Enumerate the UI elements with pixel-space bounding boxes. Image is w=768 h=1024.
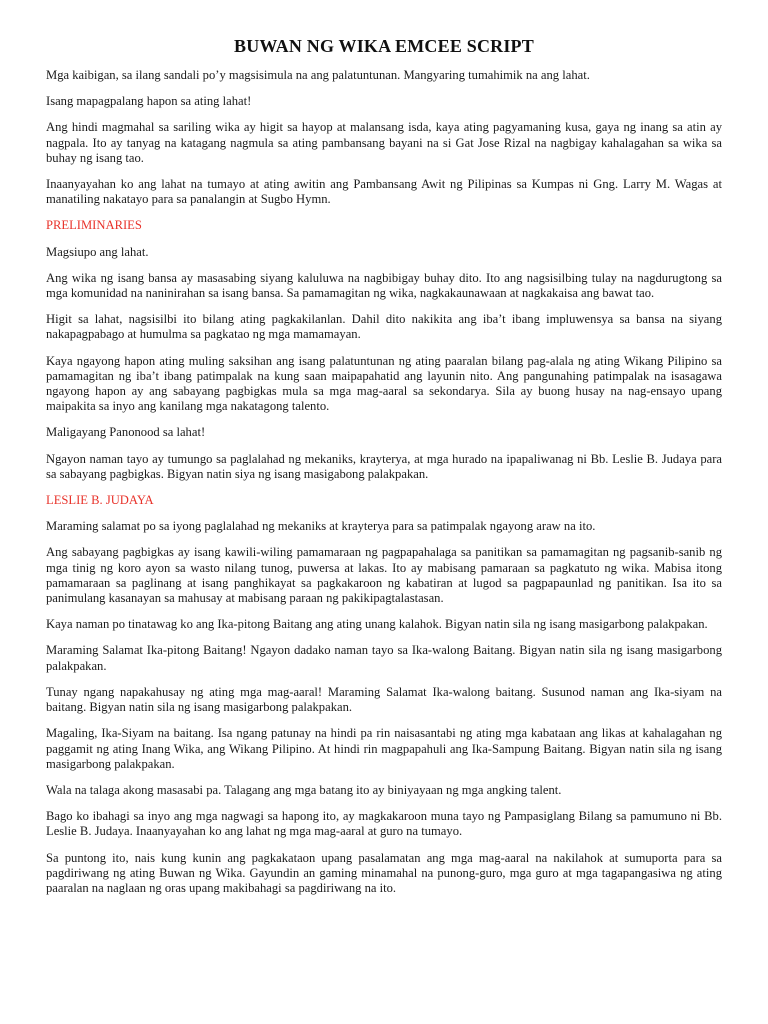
paragraph: Inaanyayahan ko ang lahat na tumayo at ating awitin ang Pambansang Awit ng Pilipinas sa Kumpas ni Gng. Larry M. Wagas at manatiling nakatayo para sa panalangin at Sugbo Hymn. [46,177,722,207]
paragraph: Sa puntong ito, nais kung kunin ang pagkakataon upang pasalamatan ang mga mag-aaral na nakilahok at sumuporta para sa pagdiriwang ng ating Buwan ng Wika. Gayundin an gaming minamahal na punong-guro, mga guro at mga tagapangasiwa ng ating paaralan na naglaan ng oras upang makibahagi sa pagdiriwang na ito. [46,850,722,895]
document-body [46,68,722,896]
paragraph: Maraming salamat po sa iyong paglalahad ng mekaniks at krayterya para sa patimpalak ngayong araw na ito. [46,519,596,534]
document-title: BUWAN NG WIKA EMCEE SCRIPT [234,36,534,56]
paragraph: Kaya ngayong hapon ating muling saksihan ang isang palatuntunan ng ating paaralan bilang pag-alala ng ating Wikang Pilipino sa pamamagitan ng iba’t ibang patimpalak na kung saan maipapahatid ang layunin nito. Ang pangunahing patimpalak na isasagawa ngayong hapon ay ang sabayang pagbigkas mula sa mga mag-aaral sa sekondarya. Sila ay buong husay na nag-ensayo upang maipakita sa inyo ang kanilang mga nakatagong talento. [46,353,722,414]
paragraph: Ang hindi magmahal sa sariling wika ay higit sa hayop at malansang isda, kaya ating pagyamaning kusa, gaya ng inang sa atin ay nagpala. Ito ay tanyag na katagang nagmula sa ating pambansang bayani na si Gat Jose Rizal na nagbigay kahalagahan sa wika sa buhay ng isang tao. [46,120,722,165]
paragraph: Kaya naman po tinatawag ko ang Ika-pitong Baitang ang ating unang kalahok. Bigyan natin sila ng isang masigarbong palakpakan. [46,617,708,632]
paragraph: Maligayang Panonood sa lahat! [46,425,206,440]
section-heading: PRELIMINARIES [46,218,142,233]
paragraph: Isang mapagpalang hapon sa ating lahat! [46,94,252,109]
paragraph: Mga kaibigan, sa ilang sandali po’y magsisimula na ang palatuntunan. Mangyaring tumahimik na ang lahat. [46,68,590,82]
paragraph: Higit sa lahat, nagsisilbi ito bilang ating pagkakilanlan. Dahil dito nakikita ang iba’t ibang impluwensya sa bansa na siyang nakapagpabago at humulma sa pagkatao ng mga mamamayan. [46,312,722,342]
section-heading: LESLIE B. JUDAYA [46,493,154,508]
paragraph: Magaling, Ika-Siyam na baitang. Isa ngang patunay na hindi pa rin naisasantabi ng ating mga kabataan ang likas at kahalagahan ng paggamit ng ating Inang Wika, ang Wikang Pilipino. At hindi rin magpapahuli ang Ika-Sampung Baitang. Bigyan natin sila ng isang masigarbong palakpakan. [46,726,722,771]
paragraph: Tunay ngang napakahusay ng ating mga mag-aaral! Maraming Salamat Ika-walong baitang. Susunod naman ang Ika-siyam na baitang. Bigyan natin sila ng isang masigarbong palakpakan. [46,684,722,715]
paragraph: Wala na talaga akong masasabi pa. Talagang ang mga batang ito ay biniyayaan ng mga angking talent. [46,782,562,797]
paragraph: Magsiupo ang lahat. [46,244,149,259]
paragraph: Ang wika ng isang bansa ay masasabing siyang kaluluwa na nagbibigay buhay dito. Ito ang nagsisilbing tulay na nagdurugtong sa mga komunidad na naninirahan sa isang bansa. Sa pamamagitan ng wika, nagkakaunawaan at nagkakaisa ang bawat tao. [46,270,722,301]
paragraph: Bago ko ibahagi sa inyo ang mga nagwagi sa hapong ito, ay magkakaroon muna tayo ng Pampasiglang Bilang sa pamumuno ni Bb. Leslie B. Judaya. Inaanyayahan ko ang lahat ng mga mag-aaral at guro na tumayo. [46,809,722,839]
paragraph: Maraming Salamat Ika-pitong Baitang! Ngayon dadako naman tayo sa Ika-walong Baitang. Bigyan natin sila ng isang masigarbong palakpakan. [46,643,722,673]
paragraph: Ang sabayang pagbigkas ay isang kawili-wiling pamamaraan ng pagpapahalaga sa panitikan sa pamamagitan ng pagsanib-sanib ng mga tinig ng koro ayon sa wasto nilang tunog, puwersa at lakas. Ito ay mabisang pamaraan sa pagkatuto ng wika. Mabisa itong pamamaraan sa paglinang at isang panghikayat sa pagkakaroon ng kabatiran at lugod sa pagpapaunlad ng panitikan. Isa ito sa panimulang kasanayan sa mahusay at mabisang paraan ng pakikipagtalastasan. [46,545,722,606]
paragraph: Ngayon naman tayo ay tumungo sa paglalahad ng mekaniks, krayterya, at mga hurado na ipapaliwanag ni Bb. Leslie B. Judaya para sa sabayang pagbigkas. Bigyan natin siya ng isang masigabong palakpakan. [46,451,722,481]
